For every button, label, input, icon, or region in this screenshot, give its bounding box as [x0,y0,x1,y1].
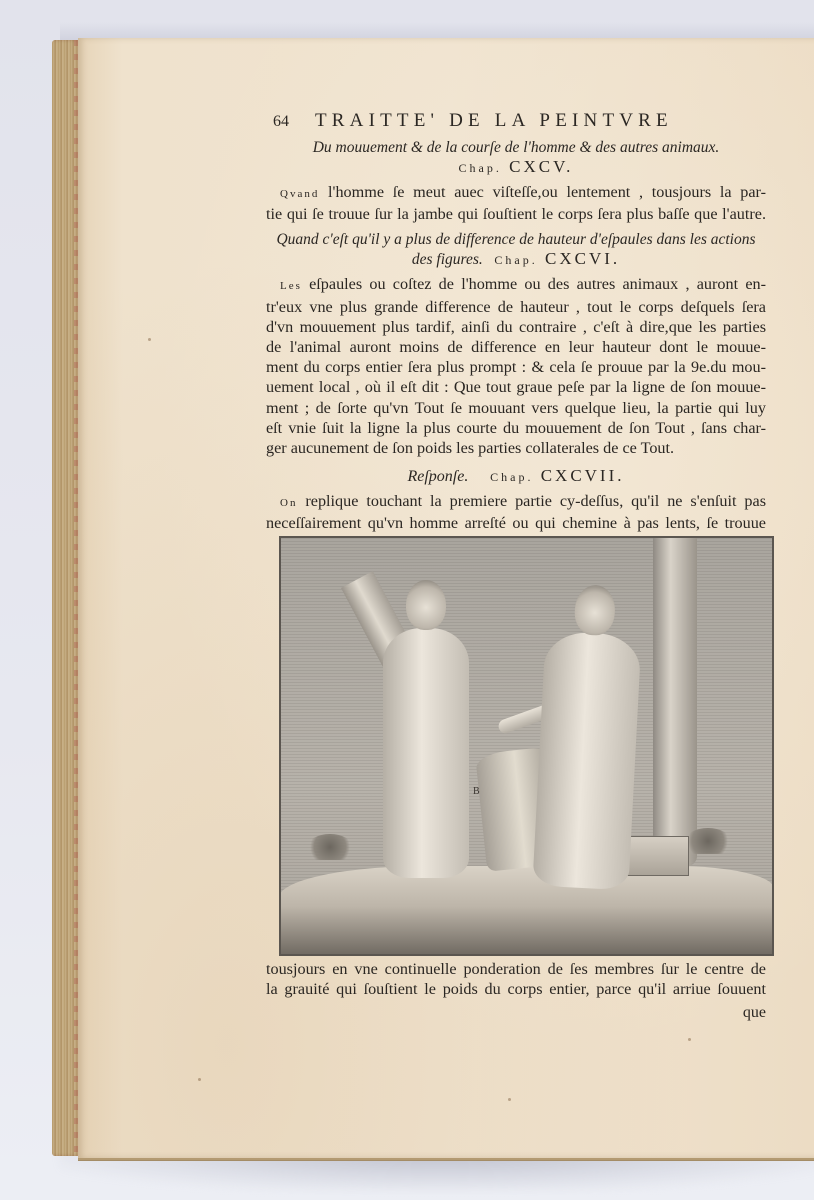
paragraph-line: ment du corps entier ſera plus prompt : & cela ſe prouue par la 9e.du mou- [266,358,766,377]
paragraph-line: eſt vnie ſuit la ligne la plus courte du mouuement de ſon Tout , ſans char- [266,418,766,437]
paragraph [266,959,766,999]
paragraph-line: tie qui ſe trouue ſur la jambe qui ſouſtient le corps ſera plus baſſe que l'autre. [266,205,766,224]
foxing-speck [198,1078,201,1081]
rocky-ground [279,866,774,956]
page-number: 64 [273,113,289,130]
running-head [273,110,766,136]
chapter-number: Chap. CXCV. [458,157,574,176]
figure-head [406,580,446,630]
engraving-plate [279,536,774,956]
foxing-speck [148,338,151,341]
paragraph-line: Les eſpaules ou coſtez de l'homme ou des autres animaux , auront en- [280,275,766,294]
paragraph-line: tr'eux vne plus grande difference de hauteur , tout le corps deſquels ſera [266,297,766,316]
tree-trunk [653,536,697,866]
paragraph [266,491,766,533]
chapter-number: Chap. CXCVI. [494,249,621,269]
paragraph [266,182,766,224]
paragraph-line: ger aucunement de ſon poids les parties collaterales de ce Tout. [266,439,675,458]
paragraph-line: neceſſairement qu'vn homme arreſté ou qui chemine à pas lents, ſe trouue [266,514,766,533]
foxing-speck [688,1038,691,1041]
paragraph [266,274,766,458]
chapter-heading: Reſponſe. Chap. CXCVII. [407,466,625,486]
book-page [78,38,814,1160]
text-block-top [266,110,766,534]
paragraph-line: la grauité qui ſouſtient le poids du corps entier, parce qu'il arriue ſouuent [266,980,766,999]
figure-left [383,628,469,878]
paragraph-line: ment ; de ſorte qu'vn Tout ſe mouuant vers quelque lieu, la partie qui luy [266,398,766,417]
paragraph-line: d'vn mouuement plus tardif, ainſi du contraire , c'eſt à dire,que les parties [266,317,766,336]
running-title: TRAITTE' DE LA PEINTVRE [315,110,673,131]
text-block-bottom [266,959,766,1023]
bush [307,834,353,860]
bush [685,828,731,854]
paragraph-line: de l'animal auront moins de difference en leur hauteur dont le mouue- [266,338,766,357]
figure-head [574,584,617,636]
paragraph-line: tousjours en vne continuelle ponderation de ſes membres ſur le centre de [266,960,766,978]
catchword: que [742,1004,766,1022]
foxing-speck [508,1098,511,1101]
paragraph-line: uement local , où il eſt dit : Que tout graue peſe par la ligne de ſon mouue- [266,378,766,397]
paragraph-line: On replique touchant la premiere partie cy-deſſus, qu'il ne s'enſuit pas [280,492,767,511]
figure-right [532,631,641,891]
paragraph-line: Qvand l'homme ſe meut auec viſteſſe,ou lentement , tousjours la par- [280,183,767,201]
chapter-heading: Quand c'eſt qu'il y a plus de difference de hauteur d'eſpaules dans les actions des figures. Chap. CXCVI. [276,231,756,269]
plate-letter-label: B [473,786,480,797]
book-fore-edge [52,40,80,1156]
chapter-heading: Du mouuement & de la courſe de l'homme & des autres animaux. [312,139,720,156]
book [52,38,814,1158]
